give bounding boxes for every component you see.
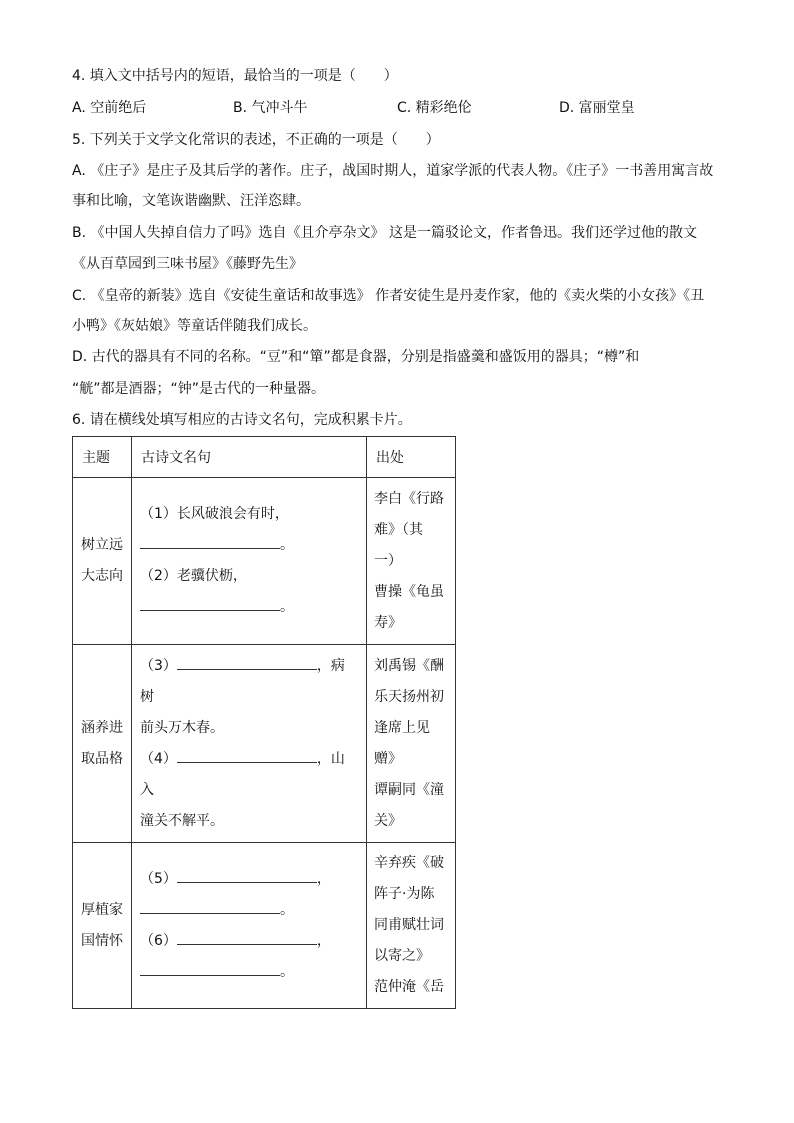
q4-option-b: B. 气冲斗牛: [233, 100, 308, 116]
fill-blank-7[interactable]: [177, 930, 317, 945]
fill-blank-6[interactable]: [140, 899, 280, 914]
table-row: [73, 843, 456, 1009]
q5-option-b-line1: B. 《中国人失掉自信力了吗》选自《且介亭杂文》 这是一篇驳论文，作者鲁迅。我们还学过他的散文: [72, 225, 697, 241]
row1-theme: 树立远 大志向: [81, 537, 123, 584]
q5-option-a-line1: A. 《庄子》是庄子及其后学的著作。庄子，战国时期人，道家学派的代表人物。《庄子》一书善用寓言故: [72, 163, 714, 179]
header-source: 出处: [376, 450, 404, 466]
q5-option-c-line2: 小鸭》《灰姑娘》等童话伴随我们成长。: [72, 318, 317, 334]
table-header-row: [73, 437, 456, 478]
q5-option-b-line2: 《从百草园到三味书屋》《藤野先生》: [72, 256, 303, 272]
table-row: [73, 645, 456, 843]
row3-quotes: （5） ， 。 （6） ， 。: [132, 864, 366, 988]
q5-option-a-line2: 事和比喻，文笔诙谐幽默、汪洋恣肆。: [72, 193, 310, 209]
row3-source: 辛弃疾《破 阵子·为陈 同甫赋壮词 以寄之》 范仲淹《岳: [374, 855, 444, 995]
q6-stem: 6. 请在横线处填写相应的古诗文名句，完成积累卡片。: [72, 412, 412, 428]
header-theme: 主题: [82, 450, 110, 466]
row2-quotes: （3） ，病树 前头万木春。 （4） ，山入 潼关不解平。: [132, 651, 366, 837]
q5-option-d-line1: D. 古代的器具有不同的名称。“豆”和“簞”都是食器，分别是指盛羹和盛饭用的器具；“樽”和: [72, 349, 640, 365]
row2-theme: 涵养进 取品格: [81, 719, 123, 767]
accumulation-card-table: [72, 436, 456, 1009]
row3-theme: 厚植家 国情怀: [81, 901, 123, 949]
q4-option-c: C. 精彩绝伦: [397, 100, 472, 116]
q5-stem: 5. 下列关于文学文化常识的表述，不正确的一项是（ ）: [72, 132, 440, 148]
header-quote: 古诗文名句: [141, 450, 211, 466]
fill-blank-5[interactable]: [177, 868, 317, 883]
q5-option-c-line1: C. 《皇帝的新装》选自《安徒生童话和故事选》 作者安徒生是丹麦作家，他的《卖火柴的小女孩》《丑: [72, 288, 705, 304]
q4-option-d: D. 富丽堂皇: [559, 100, 635, 116]
row1-quotes: （1）长风破浪会有时， 。 （2）老骥伏枥， 。: [140, 506, 294, 615]
row2-source: 刘禹锡《酬 乐天扬州初 逢席上见 赠》 谭嗣同《潼 关》: [374, 657, 444, 829]
row1-source: 李白《行路 难》（其 一） 曹操《龟虽 寿》: [374, 490, 444, 631]
q4-stem: 4. 填入文中括号内的短语，最恰当的一项是（ ）: [72, 68, 398, 84]
table-row: [73, 478, 456, 645]
fill-blank-8[interactable]: [140, 961, 280, 976]
q5-option-d-line2: “觥”都是酒器；“钟”是古代的一种量器。: [72, 381, 326, 397]
fill-blank-4[interactable]: [177, 748, 317, 763]
fill-blank-2[interactable]: [140, 596, 280, 611]
fill-blank-3[interactable]: [177, 655, 317, 670]
fill-blank-1[interactable]: [140, 534, 280, 549]
q4-option-a: A. 空前绝后: [72, 100, 147, 116]
